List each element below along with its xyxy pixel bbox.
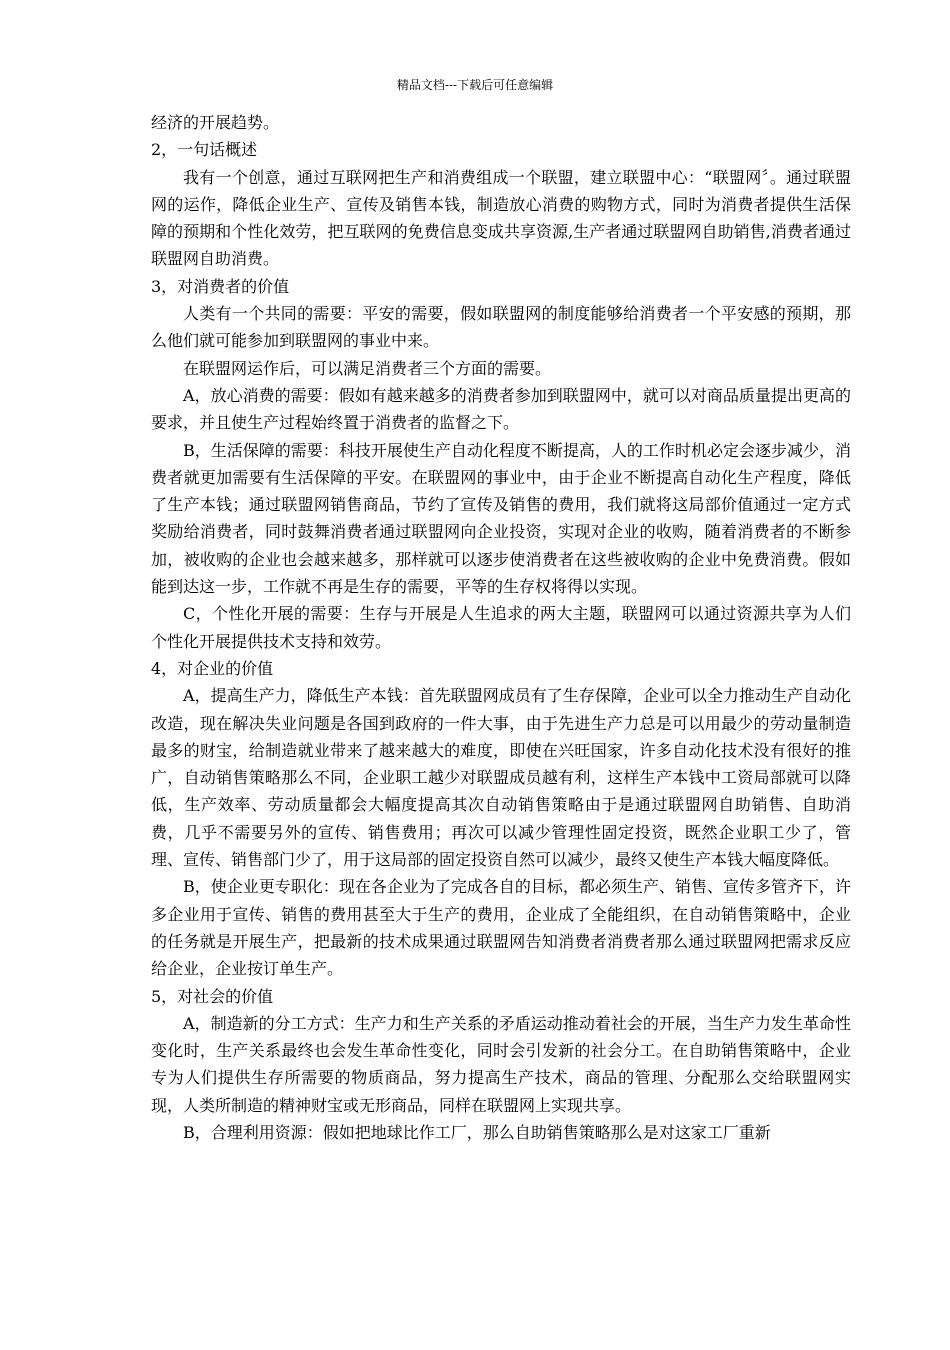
paragraph: 在联盟网运作后，可以满足消费者三个方面的需要。 (183, 358, 552, 378)
paragraph: B，生活保障的需要：科技开展使生产自动化程度不断提高，人的工作时机必定会逐步减少，消费者就更加需要有生活保障的平安。在联盟网的事业中，由于企业不断提高自动化生产程度，降低了生产本钱；通过联盟网销售商品，节约了宣传及销售的费用，我们就将这局部价值通过一定方式奖励给消费者，同时鼓舞消费者通过联盟网向企业投资，实现对企业的收购，随着消费者的不断参加，被收购的企业也会越来越多，那样就可以逐步使消费者在这些被收购的企业中免费消费。假如能到达这一步，工作就不再是生存的需要，平等的生存权将得以实现。 (151, 440, 851, 597)
paragraph: A，提高生产力，降低生产本钱：首先联盟网成员有了生存保障，企业可以全力推动生产自动化改造，现在解决失业问题是各国到政府的一件大事，由于先进生产力总是可以用最少的劳动量制造最多的财宝，给制造就业带来了越来越大的难度，即使在兴旺国家，许多自动化技术没有很好的推广，自动销售策略那么不同，企业职工越少对联盟成员越有利，这样生产本钱中工资局部就可以降低，生产效率、劳动质量都会大幅度提高其次自动销售策略由于是通过联盟网自助销售、自助消费，几乎不需要另外的宣传、销售费用；再次可以减少管理性固定投资，既然企业职工少了，管理、宣传、销售部门少了，用于这局部的固定投资自然可以减少，最终又使生产本钱大幅度降低。 (151, 686, 851, 870)
paragraph: A，制造新的分工方式：生产力和生产关系的矛盾运动推动着社会的开展，当生产力发生革命性变化时，生产关系最终也会发生革命性变化，同时会引发新的社会分工。在自助销售策略中，企业专为人们提供生存所需要的物质商品，努力提高生产技术，商品的管理、分配那么交给联盟网实现，人类所制造的精神财宝或无形商品，同样在联盟网上实现共享。 (151, 1013, 851, 1115)
paragraph: C，个性化开展的需要：生存与开展是人生追求的两大主题，联盟网可以通过资源共享为人们个性化开展提供技术支持和效劳。 (151, 604, 851, 651)
paragraph: A，放心消费的需要：假如有越来越多的消费者参加到联盟网中，就可以对商品质量提出更高的要求，并且使生产过程始终置于消费者的监督之下。 (151, 385, 851, 433)
paragraph: B，使企业更专职化：现在各企业为了完成各自的目标，都必须生产、销售、宣传多管齐下，许多企业用于宣传、销售的费用甚至大于生产的费用，企业成了全能组织，在自动销售策略中，企业的任务就是开展生产，把最新的技术成果通过联盟网告知消费者消费者那么通过联盟网把需求反应给企业，企业按订单生产。 (151, 877, 851, 979)
paragraph: B，合理利用资源：假如把地球比作工厂，那么自助销售策略那么是对这家工厂重新 (183, 1122, 771, 1142)
section-heading: 3，对消费者的价值 (151, 276, 290, 296)
page-header: 精品文档---下载后可任意编辑 (396, 78, 554, 92)
document-body (151, 109, 851, 1146)
section-heading: 5，对社会的价值 (151, 986, 274, 1006)
section-heading: 4，对企业的价值 (151, 658, 274, 678)
section-heading: 2，一句话概述 (151, 140, 258, 160)
paragraph: 人类有一个共同的需要：平安的需要，假如联盟网的制度能够给消费者一个平安感的预期，那么他们就可能参加到联盟网的事业中来。 (151, 304, 851, 351)
paragraph: 经济的开展趋势。 (151, 113, 280, 132)
paragraph: 我有一个创意，通过互联网把生产和消费组成一个联盟，建立联盟中心：“联盟网〞。通过联盟网的运作，降低企业生产、宣传及销售本钱，制造放心消费的购物方式，同时为消费者提供生活保障的预期和个性化效劳，把互联网的免费信息变成共享资源,生产者通过联盟网自助销售,消费者通过联盟网自助消费。 (151, 167, 851, 269)
